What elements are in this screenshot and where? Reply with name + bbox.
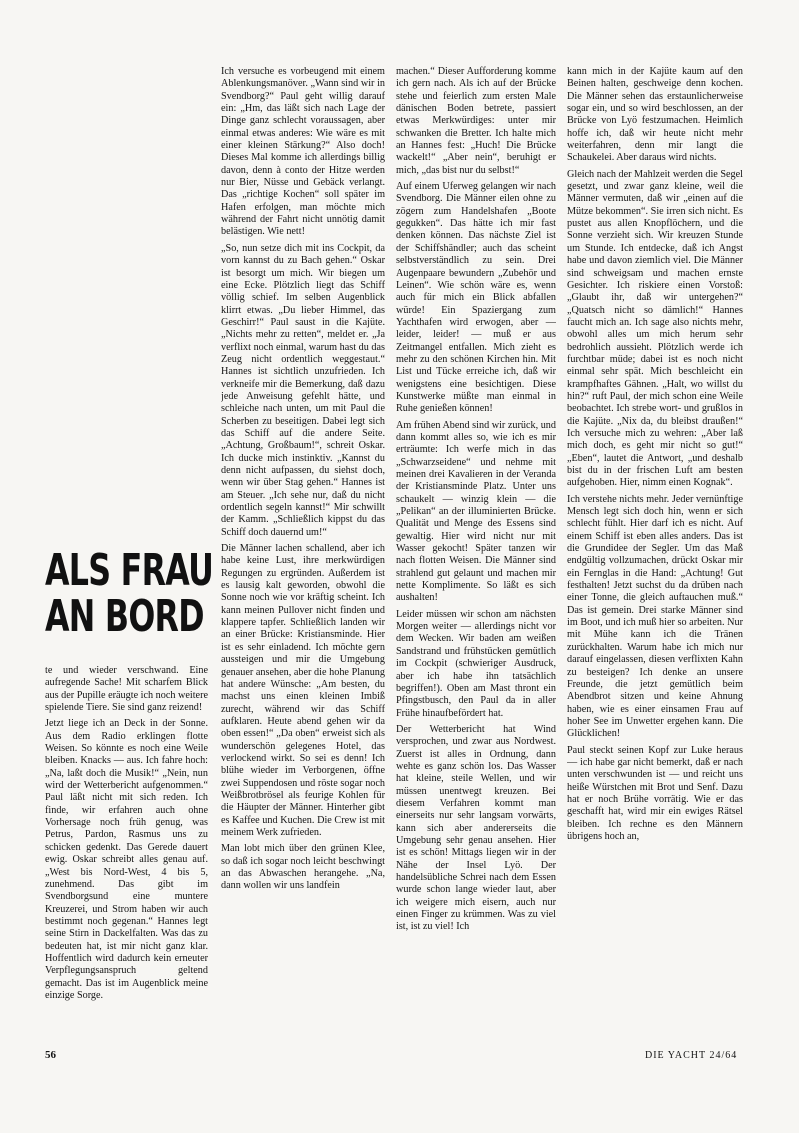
paragraph: Gleich nach der Mahlzeit werden die Segel gesetzt, und zwar ganz kleine, weil die Männer vermuten, daß wir „einen auf die Mütze bekommen“. Sie irren sich nicht. Es pustet aus allen Knopflöchern, und die Sonne verzieht sich. Wir kreuzen Stunde um Stunde. Ich entdecke, daß ich Angst habe und davon ziemlich viel. Die Männer sind schweigsam und machen ernste Gesichter. Ich riskiere einen Vorstoß: „Glaubt ihr, daß wir untergehen?“ „Quatsch nicht so dämlich!“ Hannes faucht mich an. Ich sage also nichts mehr, obwohl alles um mich herum sehr bedrohlich aussieht. Plötzlich werde ich furchtbar müde; dabei ist es noch nicht einmal sehr spät. Mich beschleicht ein krampfhaftes Gähnen. „Halt, wo willst du hin?“ ruft Paul, der mich schon eine Weile beobachtet. Ich strebe wort- und grußlos in die Kajüte. „Nix da, du bleibst draußen!“ Ich versuche mich zu wehren: „Aber laß mich doch, es geht mir nicht so gut!“ „Eben“, lautet die Antwort, „und deshalb bist du in der frischen Luft am besten aufgehoben. Hier, nimm einen Kognak“. bbox=[567, 168, 743, 489]
paragraph: Der Wetterbericht hat Wind versprochen, und zwar aus Nordwest. Zuerst ist alles in Ordnung, dann wehte es ganz schön los. Das Wasser hat kleine, steile Wellen, und wir müssen unentwegt kreuzen. Bei diesem Verfahren kommt man einerseits nur sehr langsam vorwärts, kann sich aber andererseits die Umgebung sehr genau ansehen. Hier ist es schön! Mittags liegen wir in der Nähe der Insel Lyö. Der handelsübliche Schrei nach dem Essen wurde schon lange wieder laut, aber ich weigere mich eisern, auch nur einen Finger zu krümmen. Was zu viel ist, ist zu viel! Ich bbox=[396, 723, 556, 933]
headline-line-1: ALS FRAU bbox=[45, 545, 214, 596]
paragraph: Auf einem Uferweg gelangen wir nach Svendborg. Die Männer eilen ohne zu zögern zum Handelshafen „Boote gegukken“. Das hätte ich mir fast denken können. Das nächste Ziel ist der Schiffshändler; auch das scheint selbstverständlich zu sein. Drei Augenpaare bewundern „Zubehör und Leinen“. Wie schön wäre es, wenn auch für mich ein Blick abfallen würde! Ein Spaziergang zum Yachthafen wird erwogen, aber — leider, leider! — muß er aus Zeitmangel entfallen. Mich zieht es mehr zu den schönen Kirchen hin. Mit List und Tücke erreiche ich, daß wir wenigstens eine besichtigen. Diese Kunstwerke müßte man einmal in Ruhe genießen können! bbox=[396, 181, 556, 415]
article-headline bbox=[45, 545, 214, 642]
paragraph: Die Männer lachen schallend, aber ich habe keine Lust, ihre merkwürdigen Regungen zu ergründen. Außerdem ist es lausig kalt geworden, obwohl die Sonne noch wie vor kräftig scheint. Ich kann meinen Pullover nicht finden und klappere tapfer. Schließlich landen wir an einer Brücke: Kristiansminde. Hier ist es sehr einladend. Ich möchte gern aussteigen und mir die Umgebung genauer ansehen, aber die hohe Planung hat andere Wünsche: „Am besten, du machst uns einen kleinen Imbiß zurecht, während wir das Schiff aufklaren. Heute abend gehen wir da oben essen!“ „Da oben“ erweist sich als wunderschön gelegenes Hotel, das verlockend wirkt. So sei es denn! Ich blühe wieder im Verborgenen, öffne zwei Suppendosen und röste sogar noch Weißbrotbrösel als feurige Kohlen für die Häupter der Männer. Hinterher gibt es Kaffee und Kuchen. Die Crew ist mit meinem Werk zufrieden. bbox=[221, 543, 385, 838]
paragraph: Am frühen Abend sind wir zurück, und dann kommt alles so, wie ich es mir erträumte: Ich werfe mich in das „Schwarzseidene“ und nehme mit meinen drei Kavalieren in der Veranda der Kristiansminde Platz. Unter uns schaukelt — winzig klein — die „Pelikan“ an der illuminierten Brücke. Qualität und Menge des Essens sind gewaltig. Hier wird nicht nur mit Wasser gekocht! Später tanzen wir nach flotten Weisen. Die Männer sind strahlend gut gelaunt und machen mir nette Komplimente. So läßt es sich aushalten! bbox=[396, 419, 556, 604]
text-column-1 bbox=[45, 665, 208, 1045]
paragraph: Man lobt mich über den grünen Klee, so daß ich sogar noch leicht beschwingt an das Abwaschen herangehe. „Na, dann wollen wir uns landfein bbox=[221, 843, 385, 892]
page-number: 56 bbox=[45, 1049, 56, 1061]
publication-footer: DIE YACHT 24/64 bbox=[645, 1050, 738, 1061]
paragraph: Paul steckt seinen Kopf zur Luke heraus — ich habe gar nicht bemerkt, daß er nach unten verschwunden ist — und reicht uns heiße Würstchen mit Brot und Senf. Dazu hat er noch Brühe vorrätig. Wie er das geschafft hat, wird mir ein ewiges Rätsel bleiben. Ich rechne es den Männern übrigens hoch an, bbox=[567, 744, 743, 842]
paragraph: „So, nun setze dich mit ins Cockpit, da vorn kannst du zu Bach gehen.“ Oskar ist besorgt um mich. Wir biegen um eine Ecke. Plötzlich liegt das Schiff völlig schief. Im selben Augenblick klirrt etwas. „Du lieber Himmel, das Geschirr!“ Paul saust in die Kajüte. „Nichts mehr zu retten“, meldet er. „Ja verflixt noch einmal, warum hast du das Zeug nicht ordentlich weggestaut.“ Hannes ist sichtlich unzufrieden. Ich verkneife mir die Bemerkung, daß dazu jede Anweisung gefehlt hätte, und schleiche nach unten, um mit Paul die Scherben zu beseitigen. Dabei legt sich das Schiff auf die andere Seite. „Achtung, Großbaum!“, schreit Oskar. Ich ducke mich instinktiv. „Kannst du denn nicht aufpassen, du siehst doch, wenn wir über Stag gehen.“ Hannes ist am Steuer. „Ich sehe nur, daß du nicht ordentlich segeln kannst!“ Mir schwillt der Kamm. „Schließlich kippst du das Schiff doch dauernd um!“ bbox=[221, 242, 385, 538]
text-column-4 bbox=[567, 66, 743, 1031]
paragraph: machen.“ Dieser Aufforderung komme ich gern nach. Als ich auf der Brücke stehe und feierlich zum ersten Male dänischen Boden betrete, passiert etwas Merkwürdiges: unter mir schwanken die Bretter. Ich halte mich an Hannes fest: „Huch! Die Brücke wackelt!“ „Aber nein“, beruhigt er mich, „das bist nur du selbst!“ bbox=[396, 66, 556, 176]
paragraph: kann mich in der Kajüte kaum auf den Beinen halten, geschweige denn kochen. Die Männer sehen das erstaunlicherweise sogar ein, und so wird beschlossen, an der Brücke von Lyö festzumachen. Heimlich hoffe ich, daß wir heute nicht mehr weiterfahren, denn mir langt die Schaukelei. Aber daraus wird nichts. bbox=[567, 66, 743, 164]
text-column-3 bbox=[396, 66, 556, 1046]
text-column-2 bbox=[221, 66, 385, 1046]
paragraph: Ich verstehe nichts mehr. Jeder vernünftige Mensch legt sich doch hin, wenn er sich schlecht fühlt. Hier darf ich es nicht. Auf einem Schiff ist eben alles anders. Das ist die Grundidee der Segler. Um das Maß endgültig vollzumachen, drückt Oskar mir ein Fernglas in die Hand: „Achtung! Gut festhalten! Jetzt suchst du da drüben nach einer Tonne, die gleich auftauchen muß.“ Das ist gemein. Drei starke Männer sind im Boot, und ich muß hier so arbeiten. Nur mit Mühe kann ich die Tränen zurückhalten. Warum habe ich mich nur darauf eingelassen, diesen verflixten Kahn zu besteigen? Ich denke an unsere Freunde, die jetzt gemütlich beim Abendbrot sitzen und keine Ahnung haben, wie es einer einsamen Frau auf hoher See im Unwetter ergehen kann. Die Glücklichen! bbox=[567, 493, 743, 740]
paragraph: Leider müssen wir schon am nächsten Morgen weiter — allerdings nicht vor dem Wecken. Wir baden am weißen Sandstrand und frühstücken gemütlich im Cockpit (schwieriger Ausdruck, aber ich habe ihn tatsächlich begriffen!). Oben am Mast thront ein Pfingstbusch, den Paul da in aller Frühe hinaufbefördert hat. bbox=[396, 608, 556, 719]
headline-line-2: AN BORD bbox=[45, 591, 204, 642]
paragraph: Ich versuche es vorbeugend mit einem Ablenkungsmanöver. „Wann sind wir in Svendborg?“ Paul geht willig darauf ein: „Hm, das läßt sich nach Lage der Dinge ganz schlecht voraussagen, aber einmal etwas anderes: Wie wäre es mit einer kleinen Stärkung?“ Also doch! Dieses Mal komme ich allerdings billig davon, denn à conto der Hitze werden nur Bier, Nüsse und Gebäck verlangt. Das „richtige Kochen“ soll später im Hafen erfolgen, man möchte mich während der Fahrt nicht unnötig damit belästigen. Wie nett! bbox=[221, 66, 385, 238]
paragraph: Jetzt liege ich an Deck in der Sonne. Aus dem Radio erklingen flotte Weisen. So könnte es noch eine Weile bleiben. Knacks — aus. Ich fahre hoch: „Na, laßt doch die Musik!“ „Nein, nun wird der Wetterbericht aufgenommen.“ Paul läßt nicht mit sich reden. Ich finde, wir erfahren auch ohne Vorhersage noch früh genug, was Petrus, Pardon, Rasmus uns zu schicken gedenkt. Das Gerede dauert ewig. Oskar schreibt alles genau auf. „West bis Nord-West, 4 bis 5, zunehmend. Das gibt im Svendborgsund eine muntere Kreuzerei, und Strom haben wir auch bestimmt noch gegenan.“ Hannes legt seine Stirn in Dackelfalten. Was das zu bedeuten hat, ist mir nicht ganz klar. Hoffentlich wird dadurch kein erneuter Verpflegungsanspruch geltend gemacht. Das ist im Augenblick meine einzige Sorge. bbox=[45, 718, 208, 1001]
paragraph: te und wieder verschwand. Eine aufregende Sache! Mit scharfem Blick aus der Pupille eräugte ich noch weitere spielende Tiere. Sie sind ganz reizend! bbox=[45, 665, 208, 714]
